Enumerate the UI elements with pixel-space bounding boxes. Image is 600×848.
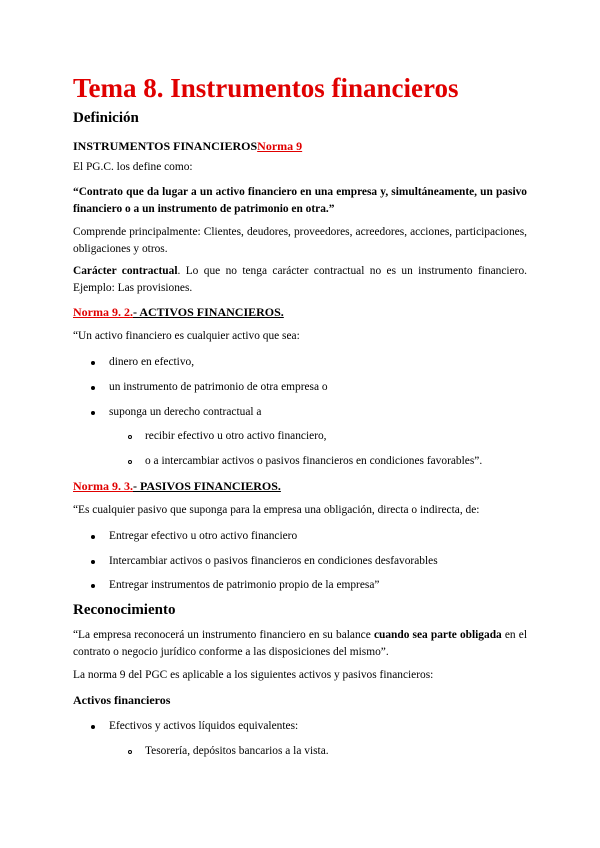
- section-heading-reconocimiento: Reconocimiento: [73, 602, 176, 618]
- pasivos-item-2: Intercambiar activos o pasivos financieros en condiciones desfavorables: [109, 555, 438, 567]
- sub-bullet-icon: [128, 750, 132, 754]
- bullet-icon: [91, 725, 95, 729]
- norma-9-applicability: La norma 9 del PGC es aplicable a los siguientes activos y pasivos financieros:: [73, 669, 434, 681]
- norma-9-link: Norma 9: [257, 139, 303, 153]
- norma-9-3-link: Norma 9. 3.: [73, 479, 133, 493]
- reconocimiento-subitem: Tesorería, depósitos bancarios a la vista.: [145, 745, 329, 757]
- reconocimiento-quote: [73, 627, 527, 661]
- activos-item-2: un instrumento de patrimonio de otra empresa o: [109, 381, 328, 393]
- bullet-icon: [91, 535, 95, 539]
- instrumentos-heading-text: INSTRUMENTOS FINANCIEROS: [73, 139, 258, 153]
- reconocimiento-quote-bold: cuando sea parte obligada: [373, 629, 502, 641]
- sub-bullet-icon: [128, 435, 132, 439]
- pasivos-intro: “Es cualquier pasivo que suponga para la empresa una obligación, directa o indirecta, de:: [73, 504, 480, 516]
- bullet-icon: [91, 584, 95, 588]
- activos-item-1: dinero en efectivo,: [109, 356, 195, 368]
- reconocimiento-item: Efectivos y activos líquidos equivalentes:: [109, 720, 299, 732]
- page-title: Tema 8. Instrumentos financieros: [73, 73, 459, 103]
- section-heading-definicion: Definición: [73, 110, 139, 126]
- activos-intro: “Un activo financiero es cualquier activo que sea:: [73, 330, 300, 342]
- bullet-icon: [91, 386, 95, 390]
- pasivos-heading: [73, 479, 281, 494]
- pasivos-heading-text: - PASIVOS FINANCIEROS.: [133, 479, 281, 493]
- sub-bullet-icon: [128, 460, 132, 464]
- norma-9-2-link: Norma 9. 2.: [73, 305, 133, 319]
- pasivos-item-1: Entregar efectivo u otro activo financiero: [109, 530, 298, 542]
- bullet-icon: [91, 560, 95, 564]
- activos-subitem-2: o a intercambiar activos o pasivos financieros en condiciones favorables”.: [145, 455, 483, 467]
- reconocimiento-quote-end: en el contrato o negocio jurídico conforme a las disposiciones del mismo”.: [73, 629, 527, 658]
- caracter-bold: Carácter contractual: [73, 265, 178, 277]
- definition-quote: “Contrato que da lugar a un activo financiero en una empresa y, simultáneamente, un pasivo financiero o a un instrumento de patrimonio en otra.”: [73, 186, 527, 215]
- instrumentos-heading: [73, 139, 302, 154]
- activos-heading-text: - ACTIVOS FINANCIEROS.: [133, 305, 284, 319]
- caracter-paragraph: [73, 263, 527, 297]
- activos-subitem-1: recibir efectivo u otro activo financiero,: [145, 430, 327, 442]
- activos-financieros-subheading: Activos financieros: [73, 693, 171, 707]
- pasivos-item-3: Entregar instrumentos de patrimonio propio de la empresa”: [109, 579, 380, 591]
- pgc-definition-line: El PG.C. los define como:: [73, 161, 193, 173]
- bullet-icon: [91, 361, 95, 365]
- activos-item-3: suponga un derecho contractual a: [109, 406, 262, 418]
- comprende-paragraph: Comprende principalmente: Clientes, deudores, proveedores, acreedores, acciones, participaciones, obligaciones y otros.: [73, 226, 527, 255]
- activos-heading: [73, 305, 284, 320]
- caracter-rest: . Lo que no tenga carácter contractual no es un instrumento financiero. Ejemplo: Las provisiones.: [73, 265, 527, 294]
- bullet-icon: [91, 411, 95, 415]
- reconocimiento-quote-start: “La empresa reconocerá un instrumento financiero en su balance: [73, 629, 374, 641]
